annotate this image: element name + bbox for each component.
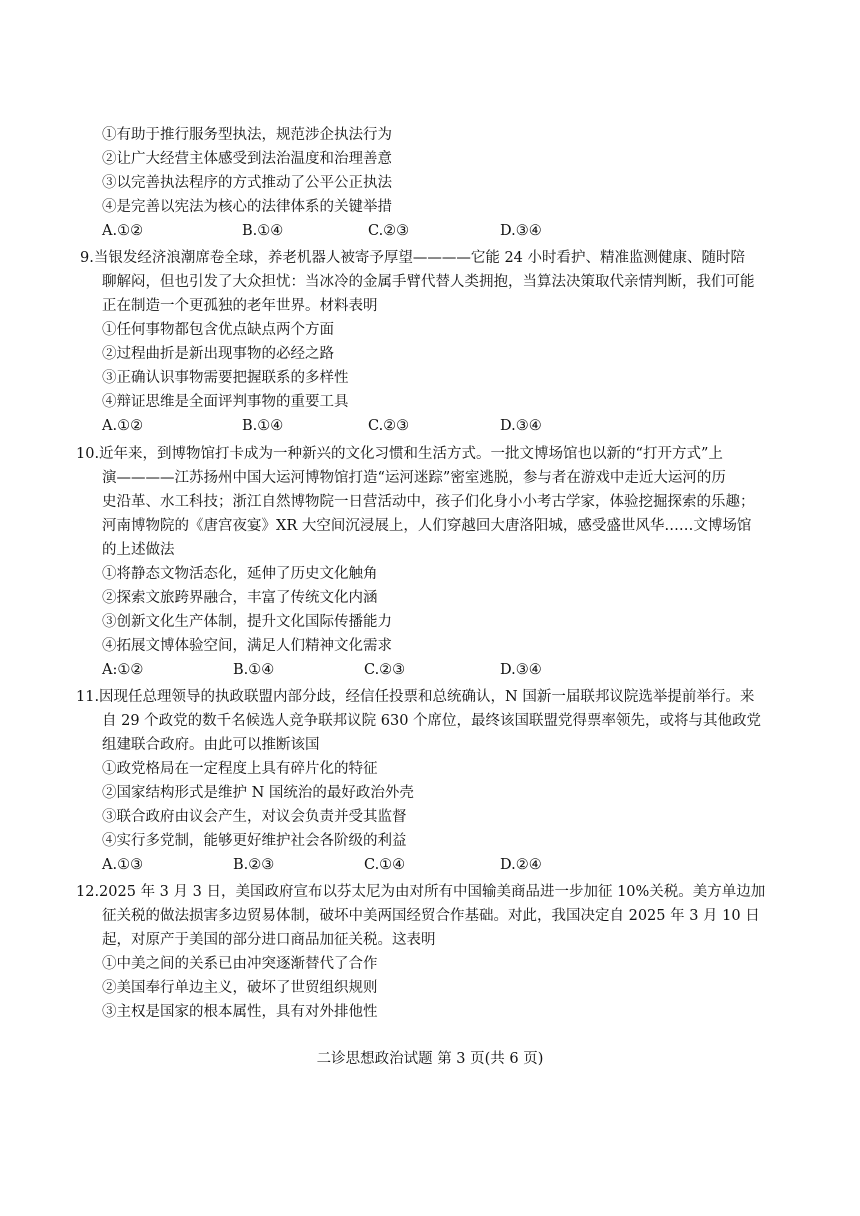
q9-stem-line-2: 聊解闷，但也引发了大众担忧：当冰冷的金属手臂代替人类拥抱，当算法决策取代亲情判断，我们可能 — [102, 274, 755, 290]
q8-option-c: C.②③ — [368, 223, 410, 239]
q11-stem-line-3: 组建联合政府。由此可以推断该国 — [102, 737, 320, 753]
q11-stem-line-2: 自 29 个政党的数千名候选人竞争联邦议院 630 个席位，最终该国联盟党得票率领先，或将与其他政党 — [102, 713, 762, 729]
q9-statement-2: ②过程曲折是新出现事物的必经之路 — [102, 346, 334, 362]
q8-option-a: A.①② — [102, 223, 144, 239]
q12-statement-2: ②美国奉行单边主义，破坏了世贸组织规则 — [102, 980, 378, 996]
q10-option-c: C.②③ — [364, 662, 406, 678]
q9-statement-3: ③正确认识事物需要把握联系的多样性 — [102, 370, 349, 386]
q9-option-c: C.②③ — [368, 418, 410, 434]
q10-statement-2: ②探索文旅跨界融合，丰富了传统文化内涵 — [102, 590, 378, 606]
q10-option-b: B.①④ — [233, 662, 275, 678]
q11-option-c: C.①④ — [364, 857, 406, 873]
q12-stem-line-1: 12.2025 年 3 月 3 日，美国政府宣布以芬太尼为由对所有中国输美商品进一步加征 10%关税。美方单边加 — [76, 884, 766, 900]
q12-statement-3: ③主权是国家的根本属性，具有对外排他性 — [102, 1004, 378, 1020]
q11-statement-4: ④实行多党制，能够更好维护社会各阶级的利益 — [102, 833, 407, 849]
q11-option-d: D.②④ — [500, 857, 542, 873]
q8-option-d: D.③④ — [500, 223, 542, 239]
q9-option-b: B.①④ — [242, 418, 284, 434]
page-footer: 二诊思想政治试题 第 3 页(共 6 页) — [316, 1051, 544, 1067]
q11-statement-2: ②国家结构形式是维护 N 国统治的最好政治外壳 — [102, 785, 414, 801]
q9-stem-line-3: 正在制造一个更孤独的老年世界。材料表明 — [102, 298, 378, 314]
q9-option-d: D.③④ — [500, 418, 542, 434]
q10-statement-4: ④拓展文博体验空间，满足人们精神文化需求 — [102, 638, 392, 654]
q10-statement-3: ③创新文化生产体制，提升文化国际传播能力 — [102, 614, 392, 630]
q8-statement-4: ④是完善以宪法为核心的法律体系的关键举措 — [102, 199, 392, 215]
q9-statement-1: ①任何事物都包含优点缺点两个方面 — [102, 322, 334, 338]
q10-statement-1: ①将静态文物活态化，延伸了历史文化触角 — [102, 566, 378, 582]
q9-option-a: A.①② — [102, 418, 144, 434]
q11-option-a: A.①③ — [102, 857, 144, 873]
q10-option-d: D.③④ — [500, 662, 542, 678]
q8-statement-2: ②让广大经营主体感受到法治温度和治理善意 — [102, 151, 392, 167]
q11-option-b: B.②③ — [233, 857, 275, 873]
q11-stem-line-1: 11.因现任总理领导的执政联盟内部分歧，经信任投票和总统确认，N 国新一届联邦议院选举提前举行。来 — [76, 689, 755, 705]
q10-stem-line-5: 的上述做法 — [102, 542, 175, 558]
q10-stem-line-3: 史沿革、水工科技；浙江自然博物院一日营活动中，孩子们化身小小考古学家，体验挖掘探索的乐趣； — [102, 494, 755, 510]
q11-statement-3: ③联合政府由议会产生，对议会负责并受其监督 — [102, 809, 407, 825]
q9-statement-4: ④辩证思维是全面评判事物的重要工具 — [102, 394, 349, 410]
q10-stem-line-4: 河南博物院的《唐宫夜宴》XR 大空间沉浸展上，人们穿越回大唐洛阳城，感受盛世风华……文博场馆 — [102, 518, 752, 534]
q10-option-a: A:①② — [102, 662, 144, 678]
q10-stem-line-1: 10.近年来，到博物馆打卡成为一种新兴的文化习惯和生活方式。一批文博场馆也以新的“打开方式”上 — [76, 446, 723, 462]
q8-statement-1: ①有助于推行服务型执法，规范涉企执法行为 — [102, 127, 392, 143]
q8-option-b: B.①④ — [242, 223, 284, 239]
q11-statement-1: ①政党格局在一定程度上具有碎片化的特征 — [102, 761, 378, 777]
q10-stem-line-2: 演————江苏扬州中国大运河博物馆打造“运河迷踪”密室逃脱，参与者在游戏中走近大运河的历 — [102, 470, 726, 486]
q12-stem-line-2: 征关税的做法损害多边贸易体制，破坏中美两国经贸合作基础。对此，我国决定自 2025 年 3 月 10 日 — [102, 908, 760, 924]
q12-statement-1: ①中美之间的关系已由冲突逐渐替代了合作 — [102, 956, 378, 972]
q12-stem-line-3: 起，对原产于美国的部分进口商品加征关税。这表明 — [102, 932, 436, 948]
q8-statement-3: ③以完善执法程序的方式推动了公平公正执法 — [102, 175, 392, 191]
q9-stem-line-1: 9.当银发经济浪潮席卷全球，养老机器人被寄予厚望————它能 24 小时看护、精准监测健康、随时陪 — [80, 250, 745, 266]
